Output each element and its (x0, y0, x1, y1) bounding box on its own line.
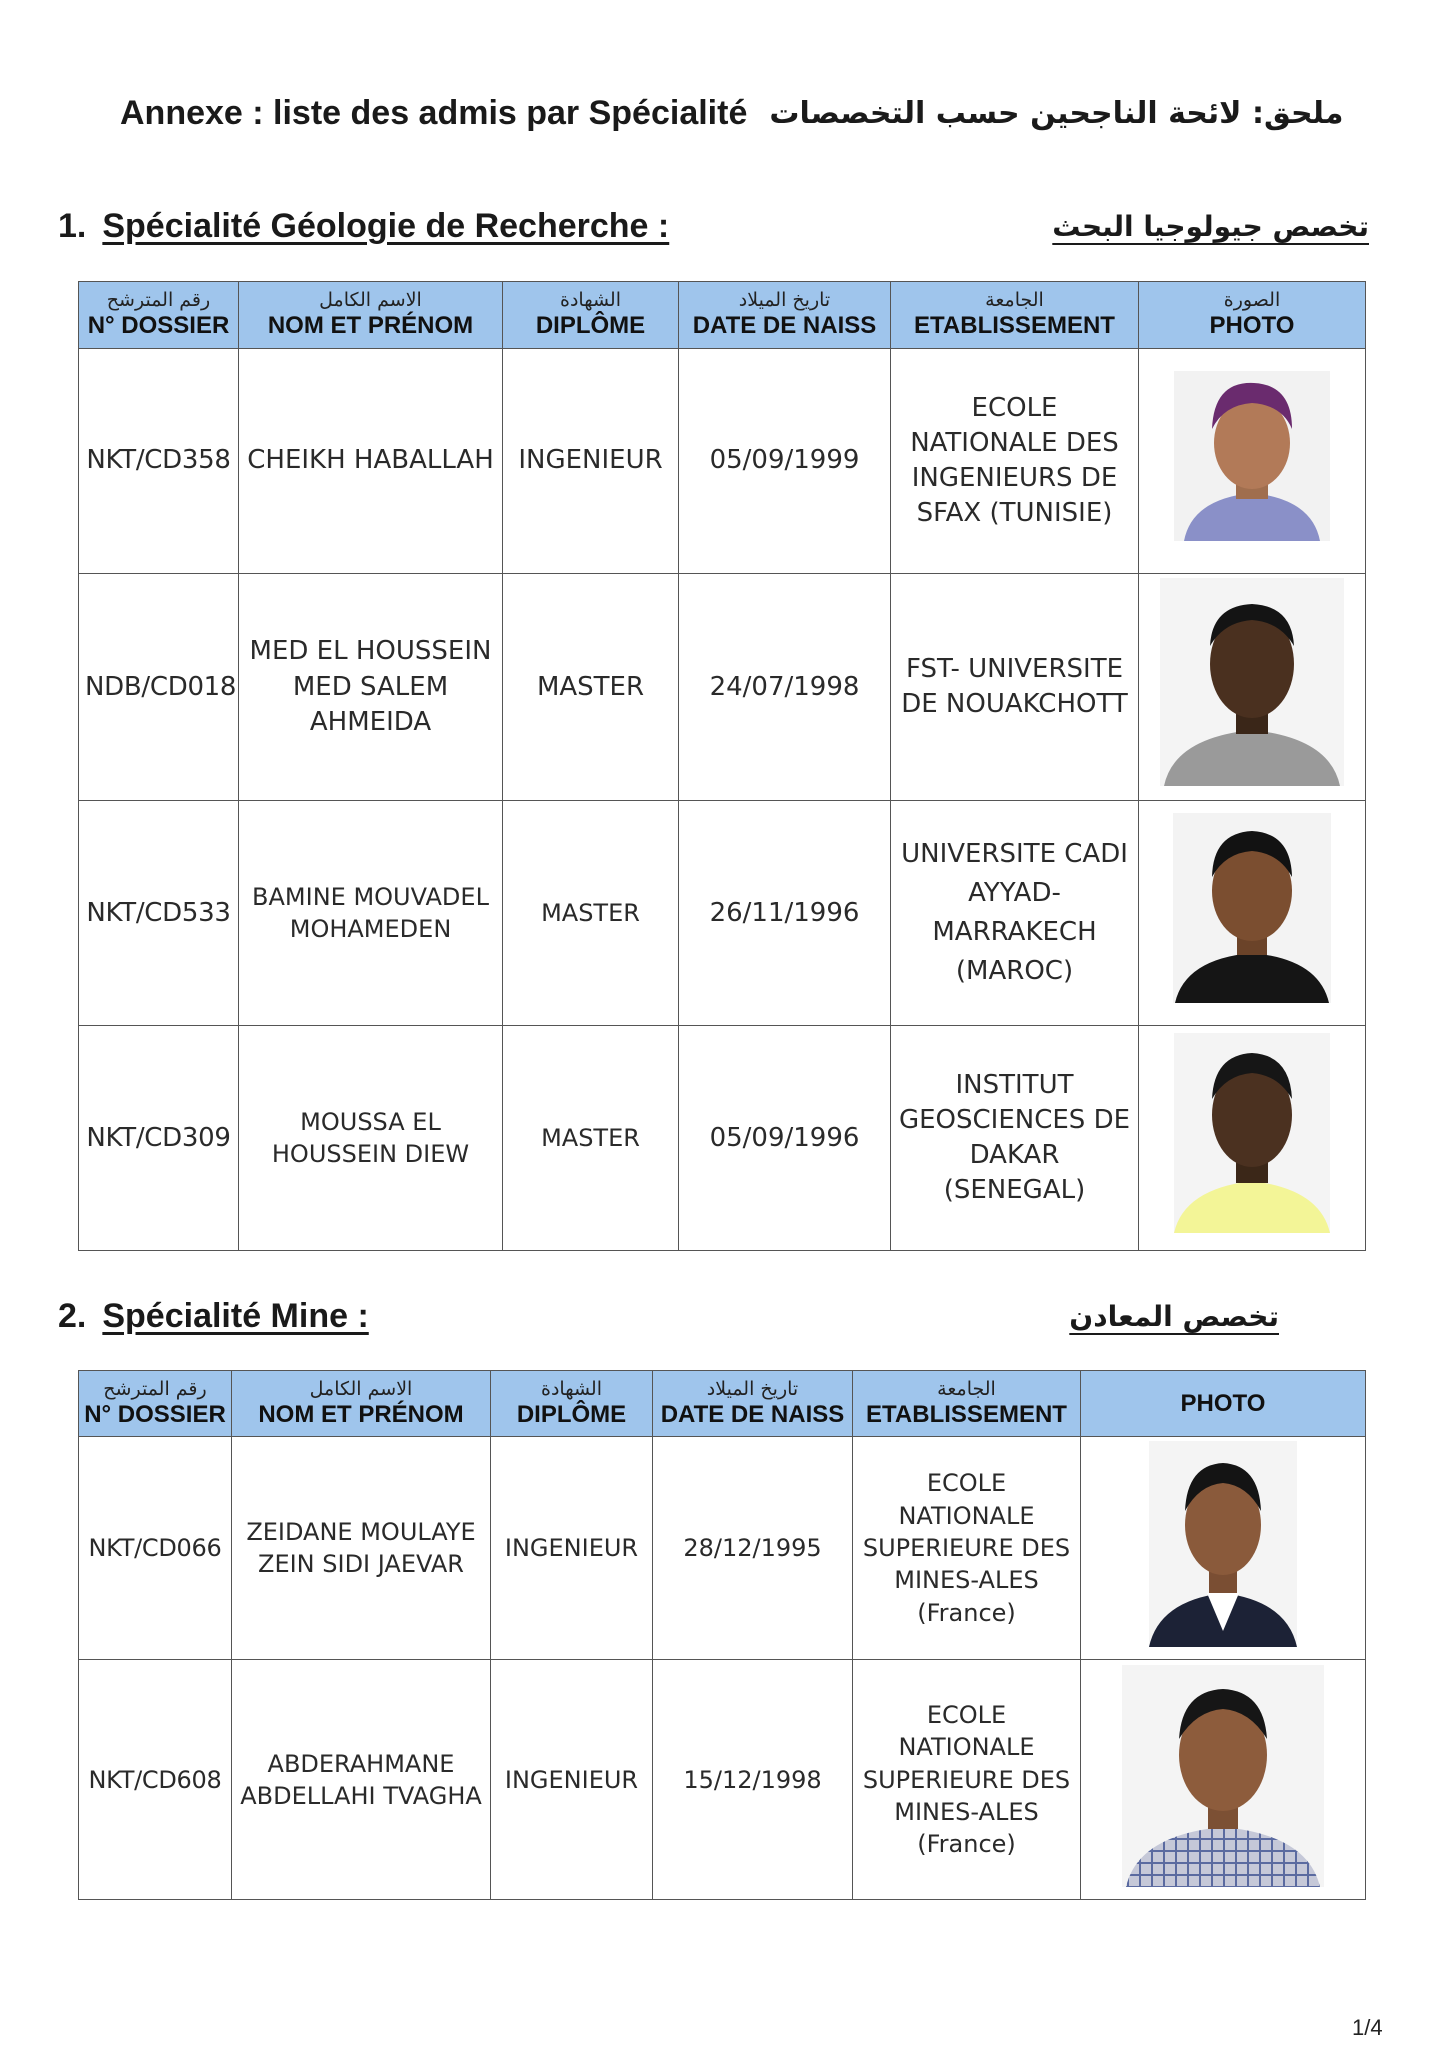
dossier-cell: NKT/CD533 (79, 801, 239, 1026)
section-title-group (58, 1297, 369, 1336)
photo-cell (1139, 801, 1366, 1026)
candidate-photo (1174, 371, 1330, 541)
column-header-etablissement: الجامعة ETABLISSEMENT (891, 282, 1139, 349)
section-number: 2. (58, 1296, 87, 1335)
dossier-cell: NKT/CD358 (79, 349, 239, 574)
page-number: 1/4 (1352, 2015, 1383, 2040)
column-header-date: تاريخ الميلاد DATE DE NAISS (653, 1371, 853, 1437)
name-cell: MOUSSA EL HOUSSEIN DIEW (239, 1026, 503, 1251)
column-header-photo: PHOTO (1081, 1371, 1366, 1437)
photo-cell (1139, 574, 1366, 801)
diploma-cell: INGENIEUR (491, 1660, 653, 1900)
candidate-photo (1149, 1441, 1297, 1647)
page-title-ar: ملحق: لائحة الناجحين حسب التخصصات (769, 95, 1344, 131)
dossier-cell: NKT/CD309 (79, 1026, 239, 1251)
column-header-etablissement: الجامعة ETABLISSEMENT (853, 1371, 1081, 1437)
column-header-dossier: رقم المترشح N° DOSSIER (79, 1371, 232, 1437)
photo-cell (1139, 349, 1366, 574)
diploma-cell: MASTER (503, 1026, 679, 1251)
name-cell: MED EL HOUSSEIN MED SALEM AHMEIDA (239, 574, 503, 801)
section-number: 1. (58, 206, 87, 245)
birthdate-cell: 24/07/1998 (679, 574, 891, 801)
table-row (79, 349, 1366, 574)
diploma-cell: MASTER (503, 574, 679, 801)
birthdate-cell: 26/11/1996 (679, 801, 891, 1026)
institution-cell: ECOLE NATIONALE DES INGENIEURS DE SFAX (TUNISIE) (891, 349, 1139, 574)
dossier-cell: NKT/CD608 (79, 1660, 232, 1900)
dossier-cell: NDB/CD018 (79, 574, 239, 801)
name-cell: CHEIKH HABALLAH (239, 349, 503, 574)
table-header-row (79, 282, 1366, 349)
candidate-photo (1173, 813, 1331, 1003)
column-header-diplome: الشهادة DIPLÔME (503, 282, 679, 349)
name-cell: ABDERAHMANE ABDELLAHI TVAGHA (232, 1660, 491, 1900)
table-row (79, 801, 1366, 1026)
table-row (79, 1660, 1366, 1900)
page-title (120, 88, 1344, 138)
photo-cell (1139, 1026, 1366, 1251)
section-title-ar: تخصص المعادن (1069, 1299, 1279, 1333)
name-cell: ZEIDANE MOULAYE ZEIN SIDI JAEVAR (232, 1437, 491, 1660)
institution-cell: FST- UNIVERSITE DE NOUAKCHOTT (891, 574, 1139, 801)
diploma-cell: MASTER (503, 801, 679, 1026)
column-header-nom: الاسم الكامل NOM ET PRÉNOM (239, 282, 503, 349)
admitted-table-geologie (78, 281, 1366, 1251)
section-heading-geologie (58, 203, 1369, 249)
column-header-date: تاريخ الميلاد DATE DE NAISS (679, 282, 891, 349)
section-title: Spécialité Mine : (102, 1296, 369, 1335)
table-row (79, 574, 1366, 801)
column-header-dossier: رقم المترشح N° DOSSIER (79, 282, 239, 349)
candidate-photo (1174, 1033, 1330, 1233)
name-cell: BAMINE MOUVADEL MOHAMEDEN (239, 801, 503, 1026)
section-title-group (58, 207, 669, 246)
table-row (79, 1437, 1366, 1660)
column-header-nom: الاسم الكامل NOM ET PRÉNOM (232, 1371, 491, 1437)
column-header-diplome: الشهادة DIPLÔME (491, 1371, 653, 1437)
institution-cell: ECOLE NATIONALE SUPERIEURE DES MINES-ALES (France) (853, 1660, 1081, 1900)
section-heading-mine (58, 1293, 1369, 1339)
section-title-ar: تخصص جيولوجيا البحث (1052, 209, 1369, 243)
birthdate-cell: 28/12/1995 (653, 1437, 853, 1660)
table-header-row (79, 1371, 1366, 1437)
page-title-fr: Annexe : liste des admis par Spécialité (120, 93, 748, 132)
birthdate-cell: 05/09/1996 (679, 1026, 891, 1251)
candidate-photo (1122, 1665, 1324, 1887)
admitted-table-mine (78, 1370, 1366, 1900)
institution-cell: INSTITUT GEOSCIENCES DE DAKAR (SENEGAL) (891, 1026, 1139, 1251)
column-header-photo: الصورة PHOTO (1139, 282, 1366, 349)
table-row (79, 1026, 1366, 1251)
diploma-cell: INGENIEUR (491, 1437, 653, 1660)
institution-cell: UNIVERSITE CADI AYYAD-MARRAKECH (MAROC) (891, 801, 1139, 1026)
birthdate-cell: 05/09/1999 (679, 349, 891, 574)
diploma-cell: INGENIEUR (503, 349, 679, 574)
institution-cell: ECOLE NATIONALE SUPERIEURE DES MINES-ALES (France) (853, 1437, 1081, 1660)
candidate-photo (1160, 578, 1344, 786)
dossier-cell: NKT/CD066 (79, 1437, 232, 1660)
photo-cell (1081, 1660, 1366, 1900)
section-title: Spécialité Géologie de Recherche : (102, 206, 670, 245)
birthdate-cell: 15/12/1998 (653, 1660, 853, 1900)
photo-cell (1081, 1437, 1366, 1660)
